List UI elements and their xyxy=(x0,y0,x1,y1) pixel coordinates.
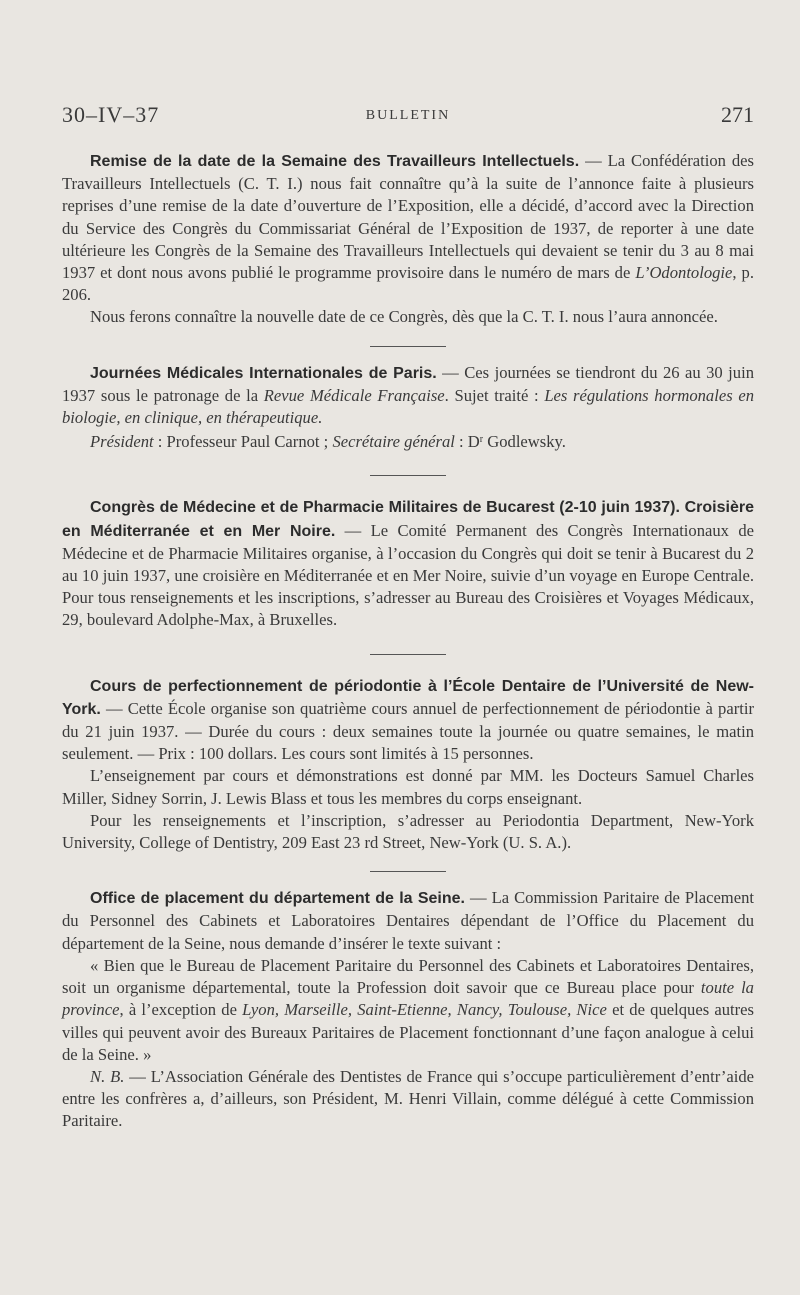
journal-name: L’Odontologie xyxy=(635,263,733,283)
notice-journees-medicales xyxy=(62,362,754,454)
paragraph: Remise de la date de la Semaine des Travailleurs Intellectuels. — La Confédération des Travailleurs Intellectuels (C. T. I.) nous fait connaître qu’à la suite de l’annonce faite à plusieurs reprises d’une remise de la date d’ouverture de l’Exposition, elle a décidé, d’accord avec la Direction du Service des Congrès du Commissariat Général de l’Exposition de 1937, de reporter à une date ultérieure les Congrès de la Semaine des Travailleurs Intellectuels qui devaient se tenir du 3 au 8 mai 1937 et dont nous avons publié le programme provisoire dans le numéro de mars de L’Odontologie, p. 206. xyxy=(62,151,754,305)
notice-semaine-travailleurs xyxy=(62,150,754,329)
paragraph: Journées Médicales Internationales de Paris. — Ces journées se tiendront du 26 au 30 juin 1937 sous le patronage de la Revue Médicale Française. Sujet traité : Les régulations hormonales en biologie, en clinique, en thérapeutique. xyxy=(62,362,754,428)
notice-office-placement xyxy=(62,887,754,1132)
bulletin-title: BULLETIN xyxy=(365,108,451,123)
paragraph: Cours de perfectionnement de périodontie à l’École Dentaire de l’Université de New-York. — Cette École organise son quatrième cours annuel de perfectionnement de périodontie à partir du 21 juin 1937. — Durée du cours : deux semaines toute la journée ou quatre semaines, le matin seulement. — Prix : 100 dollars. Les cours sont limités à 15 personnes. xyxy=(62,677,754,764)
paragraph: Nous ferons connaître la nouvelle date de ce Congrès, dès que la C. T. I. nous l’aura annoncée. xyxy=(90,307,718,327)
paragraph: Congrès de Médecine et de Pharmacie Militaires de Bucarest (2-10 juin 1937). Croisière en Méditerranée et en Mer Noire. — Le Comité Permanent des Congrès Internationaux de Médecine et de Pharmacie Militaires organise, à l’occasion du Congrès qui doit se tenir à Bucarest du 2 au 10 juin 1937, une croisière en Méditerranée et en Mer Noire, suivie d’un voyage en Europe Centrale. Pour tous renseignements et les inscriptions, s’adresser au Bureau des Croisières et Voyages Médicaux, 29, boulevard Adolphe-Max, à Bruxelles. xyxy=(62,499,755,630)
paragraph: Pour les renseignements et l’inscription, s’adresser au Periodontia Department, New-York University, College of Dentistry, 209 East 23 rd Street, New-York (U. S. A.). xyxy=(62,810,754,853)
paragraph: « Bien que le Bureau de Placement Paritaire du Personnel des Cabinets et Laboratoires Dentaires, soit un organisme départemental, toute la Profession doit savoir que ce Bureau place pour toute la province, à l’exception de Lyon, Marseille, Saint-Etienne, Nancy, Toulouse, Nice et de quelques autres villes qui peuvent avoir des Bureaux Paritaires de Placement fonctionnant d’une façon analogue à celui de la Seine. » xyxy=(62,955,754,1064)
paragraph: Office de placement du département de la Seine. — La Commission Paritaire de Placement du Personnel des Cabinets et Laboratoires Dentaires dépendant de l’Office du Placement du département de la Seine, nous demande d’insérer le texte suivant : xyxy=(62,888,754,953)
issue-date: 30–IV–37 xyxy=(62,102,160,127)
section-heading: Remise de la date de la Semaine des Travailleurs Intellectuels. xyxy=(90,153,580,170)
section-heading: Office de placement du département de la Seine. xyxy=(90,890,465,908)
running-header xyxy=(62,102,754,132)
paragraph: Président : Professeur Paul Carnot ; Secrétaire général : $D^r$ Godlewsky. xyxy=(90,432,566,452)
section-heading: Cours de perfectionnement de périodontie à l’École Dentaire de l’Université de New-York. xyxy=(62,677,754,718)
section-heading: Congrès de Médecine et de Pharmacie Militaires de Bucarest (2-10 juin 1937). Croisière en Méditerranée et en Mer Noire. xyxy=(62,499,754,540)
notice-congres-bucarest xyxy=(62,496,754,631)
section-divider xyxy=(370,871,446,872)
page-number: 271 xyxy=(721,102,754,127)
paragraph: N. B. — L’Association Générale des Dentistes de France qui s’occupe particulièrement d’entr’aide entre les confrères a, d’ailleurs, son Président, M. Henri Villain, comme délégué à cette Commission Paritaire. xyxy=(62,1066,755,1131)
section-divider xyxy=(370,475,446,476)
page-content xyxy=(62,150,754,1133)
section-divider xyxy=(370,346,446,347)
paragraph: L’enseignement par cours et démonstrations est donné par MM. les Docteurs Samuel Charles Miller, Sidney Sorrin, J. Lewis Blass et tous les membres du corps enseignant. xyxy=(62,766,754,808)
section-heading: Journées Médicales Internationales de Paris. xyxy=(90,364,437,382)
notice-cours-periodontie xyxy=(62,675,754,855)
section-divider xyxy=(370,654,446,655)
